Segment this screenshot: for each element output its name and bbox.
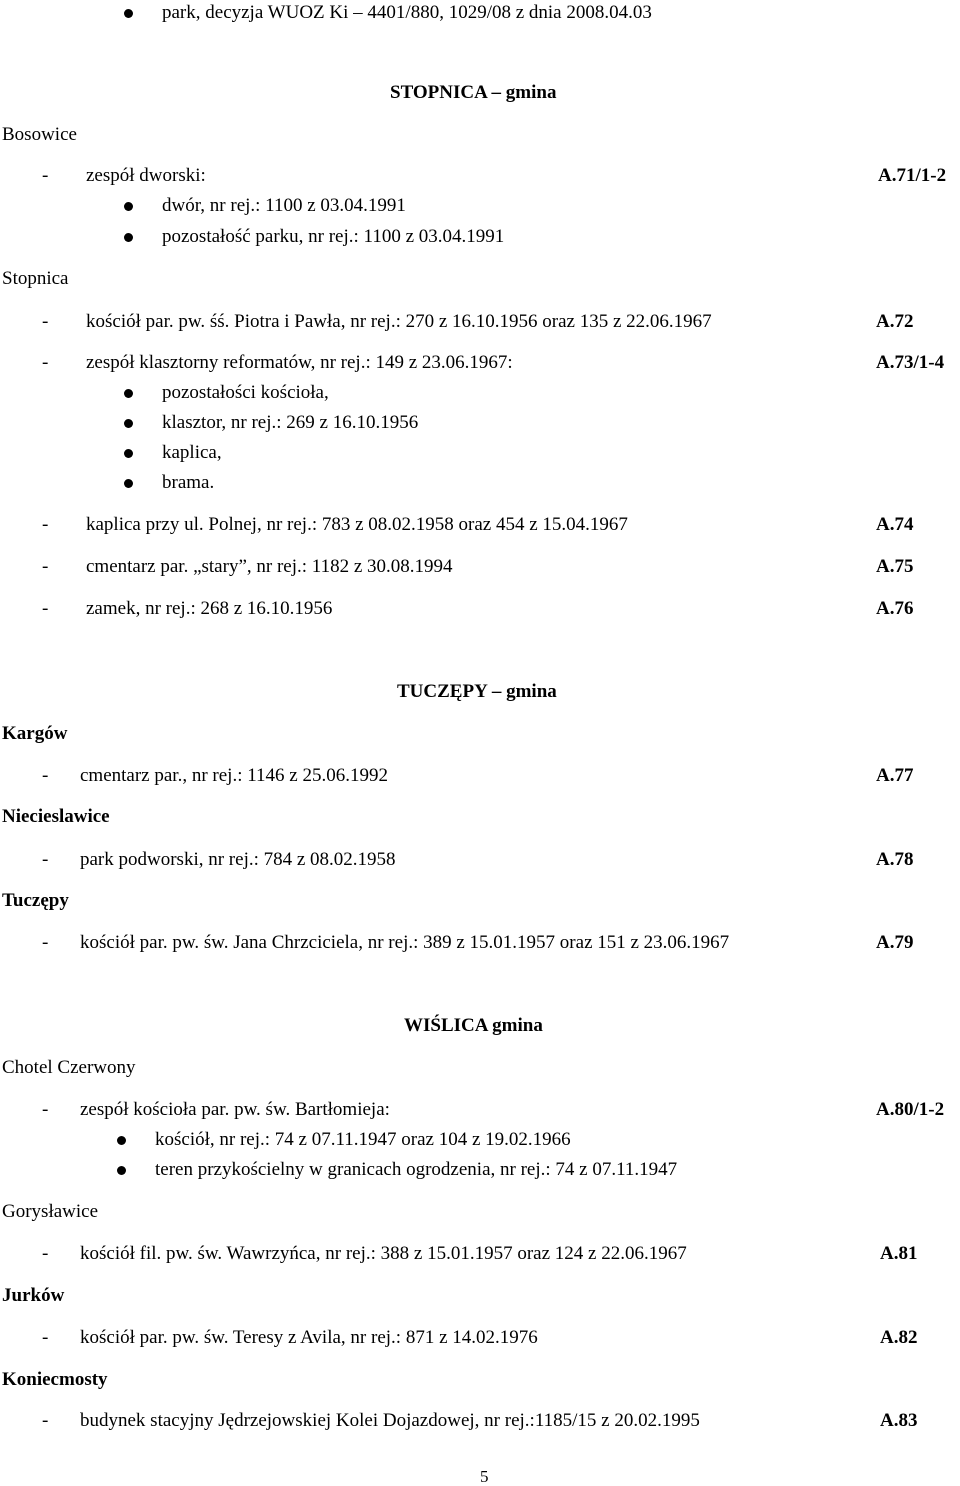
sub-item: kościół, nr rej.: 74 z 07.11.1947 oraz 104 z 19.02.1966 — [155, 1129, 571, 1150]
place-name: Gorysławice — [2, 1201, 99, 1222]
bullet-icon — [117, 1166, 126, 1175]
list-item: kościół par. pw. św. Teresy z Avila, nr rej.: 871 z 14.02.1976 — [80, 1327, 538, 1348]
sub-item: klasztor, nr rej.: 269 z 16.10.1956 — [162, 412, 419, 433]
place-name: Tuczępy — [2, 890, 69, 911]
register-code: A.76 — [876, 598, 914, 619]
dash: - — [42, 1243, 49, 1264]
dash: - — [42, 1327, 49, 1348]
register-code: A.83 — [880, 1410, 918, 1431]
list-item: cmentarz par. „stary”, nr rej.: 1182 z 30.08.1994 — [86, 556, 453, 577]
bullet-icon — [124, 449, 133, 458]
section-heading-wislica: WIŚLICA gmina — [404, 1015, 543, 1036]
dash: - — [42, 765, 49, 786]
register-code: A.74 — [876, 514, 914, 535]
list-item: park podworski, nr rej.: 784 z 08.02.1958 — [80, 849, 396, 870]
bullet-icon — [124, 9, 133, 18]
sub-item: kaplica, — [162, 442, 222, 463]
list-item: budynek stacyjny Jędrzejowskiej Kolei Dojazdowej, nr rej.:1185/15 z 20.02.1995 — [80, 1410, 700, 1431]
sub-item: pozostałości kościoła, — [162, 382, 329, 403]
place-name: Bosowice — [2, 124, 77, 145]
place-name: Stopnica — [2, 268, 69, 289]
dash: - — [42, 932, 49, 953]
register-code: A.81 — [880, 1243, 918, 1264]
section-heading-tuczepy: TUCZĘPY – gmina — [397, 681, 557, 702]
sub-item: teren przykościelny w granicach ogrodzenia, nr rej.: 74 z 07.11.1947 — [155, 1159, 678, 1180]
bullet-icon — [117, 1136, 126, 1145]
sub-item: dwór, nr rej.: 1100 z 03.04.1991 — [162, 195, 406, 216]
list-item: kościół par. pw. św. Jana Chrzciciela, nr rej.: 389 z 15.01.1957 oraz 151 z 23.06.1967 — [80, 932, 730, 953]
page-number: 5 — [480, 1467, 489, 1486]
bullet-icon — [124, 202, 133, 211]
dash: - — [42, 598, 49, 619]
dash: - — [42, 514, 49, 535]
bullet-icon — [124, 233, 133, 242]
dash: - — [42, 352, 49, 373]
list-item: zespół kościoła par. pw. św. Bartłomieja: — [80, 1099, 390, 1120]
register-code: A.80/1-2 — [876, 1099, 945, 1120]
register-code: A.82 — [880, 1327, 918, 1348]
dash: - — [42, 165, 49, 186]
place-name: Chotel Czerwony — [2, 1057, 136, 1078]
list-item: zespół klasztorny reformatów, nr rej.: 149 z 23.06.1967: — [86, 352, 513, 373]
list-item: park, decyzja WUOZ Ki – 4401/880, 1029/08 z dnia 2008.04.03 — [162, 2, 652, 23]
dash: - — [42, 311, 49, 332]
register-code: A.75 — [876, 556, 914, 577]
section-heading-stopnica: STOPNICA – gmina — [390, 82, 557, 103]
register-code: A.78 — [876, 849, 914, 870]
list-item: kościół fil. pw. św. Wawrzyńca, nr rej.: 388 z 15.01.1957 oraz 124 z 22.06.1967 — [80, 1243, 687, 1264]
register-code: A.71/1-2 — [878, 165, 947, 186]
bullet-icon — [124, 419, 133, 428]
place-name: Kargów — [2, 723, 68, 744]
register-code: A.73/1-4 — [876, 352, 945, 373]
sub-item: pozostałość parku, nr rej.: 1100 z 03.04.1991 — [162, 226, 505, 247]
list-item: cmentarz par., nr rej.: 1146 z 25.06.1992 — [80, 765, 388, 786]
dash: - — [42, 1099, 49, 1120]
register-code: A.79 — [876, 932, 914, 953]
dash: - — [42, 849, 49, 870]
register-code: A.77 — [876, 765, 914, 786]
place-name: Niecieslawice — [2, 806, 110, 827]
register-code: A.72 — [876, 311, 914, 332]
bullet-icon — [124, 389, 133, 398]
place-name: Jurków — [2, 1285, 65, 1306]
place-name: Koniecmosty — [2, 1369, 108, 1390]
list-item: zespół dworski: — [86, 165, 206, 186]
list-item: kościół par. pw. śś. Piotra i Pawła, nr rej.: 270 z 16.10.1956 oraz 135 z 22.06.1967 — [86, 311, 712, 332]
dash: - — [42, 556, 49, 577]
list-item: kaplica przy ul. Polnej, nr rej.: 783 z 08.02.1958 oraz 454 z 15.04.1967 — [86, 514, 628, 535]
bullet-icon — [124, 479, 133, 488]
list-item: zamek, nr rej.: 268 z 16.10.1956 — [86, 598, 333, 619]
dash: - — [42, 1410, 49, 1431]
sub-item: brama. — [162, 472, 215, 493]
